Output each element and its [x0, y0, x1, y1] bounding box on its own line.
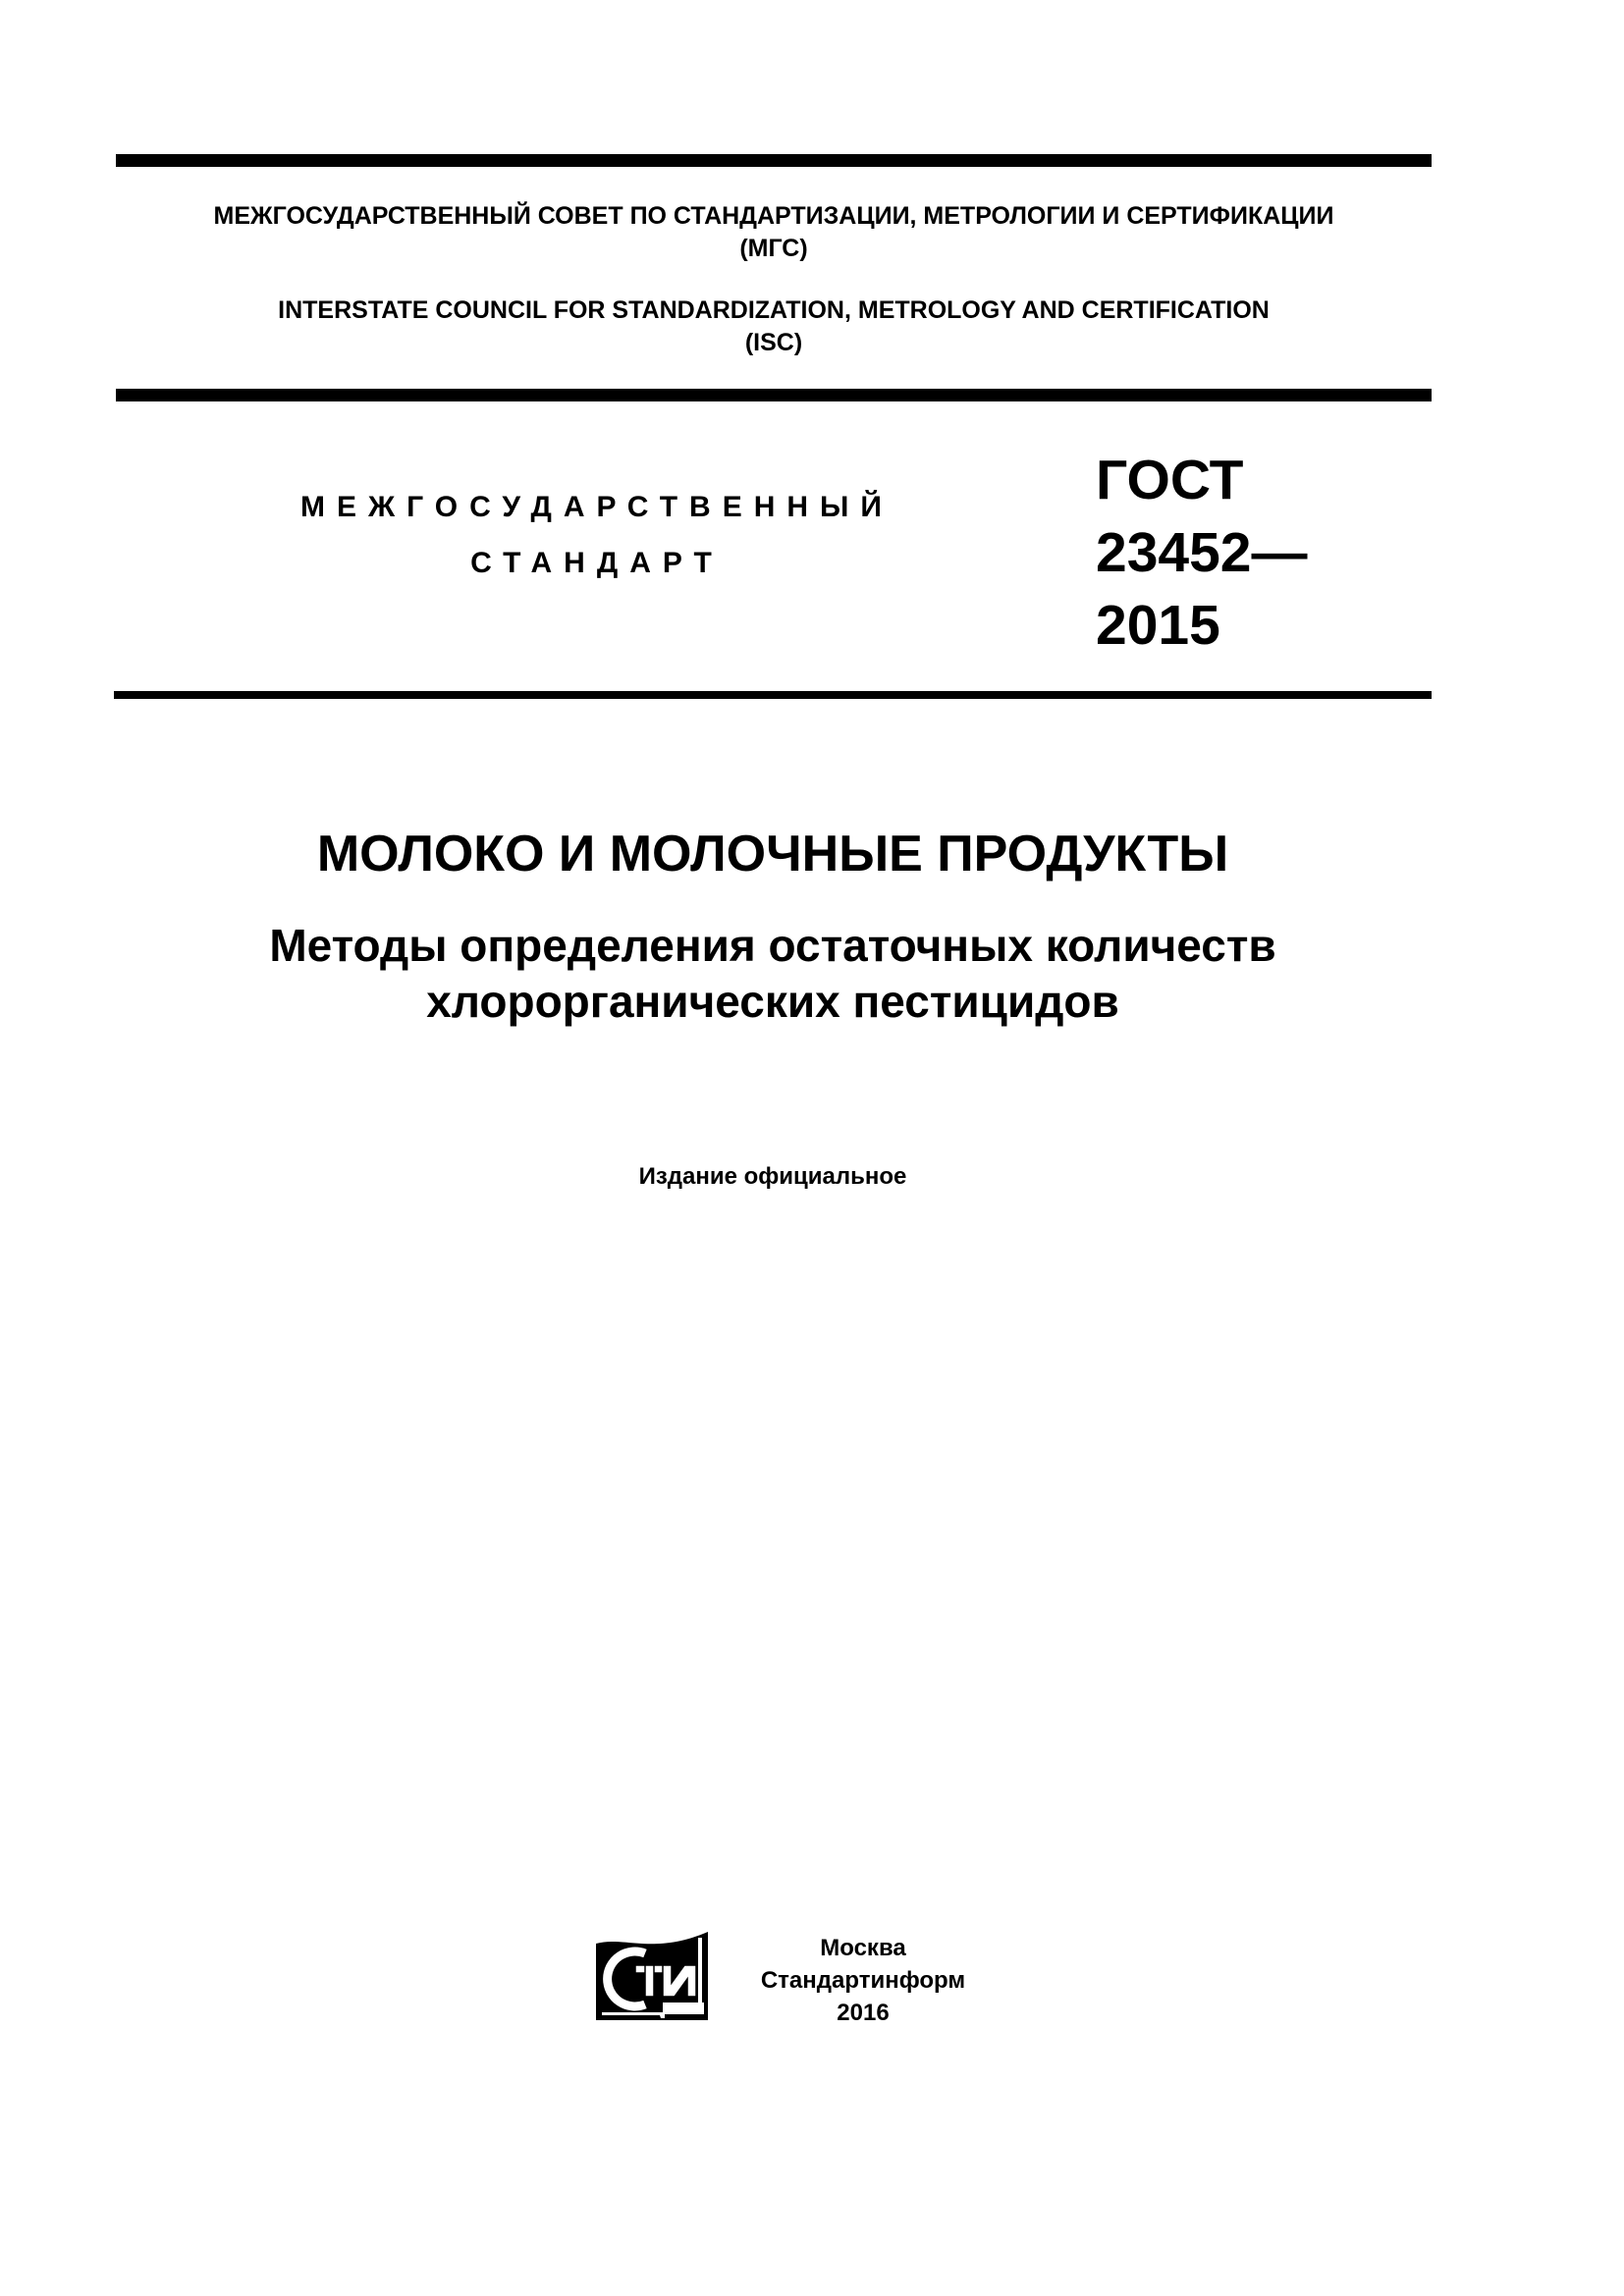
publisher-block [727, 1932, 1000, 2029]
standard-type-line-1: МЕЖГОСУДАРСТВЕННЫЙ [300, 491, 893, 523]
org-abbr-en: (ISC) [744, 329, 803, 356]
publisher-name: Стандартинформ [760, 1967, 966, 1994]
top-rule [116, 154, 1432, 167]
publication-year: 2016 [837, 2000, 890, 2026]
org-name-ru: МЕЖГОСУДАРСТВЕННЫЙ СОВЕТ ПО СТАНДАРТИЗАЦИИ, МЕТРОЛОГИИ И СЕРТИФИКАЦИИ [213, 202, 1334, 230]
org-name-en: INTERSTATE COUNCIL FOR STANDARDIZATION, METROLOGY AND CERTIFICATION [278, 296, 1270, 324]
standard-designation-year: 2015 [1096, 594, 1220, 657]
document-subtitle-line-1: Методы определения остаточных количеств [269, 920, 1276, 971]
bottom-rule [114, 691, 1432, 699]
publisher-city: Москва [820, 1935, 906, 1961]
org-abbr-ru: (МГС) [739, 235, 808, 262]
standartinform-logo-icon [594, 1930, 710, 2024]
document-title: МОЛОКО И МОЛОЧНЫЕ ПРОДУКТЫ [316, 826, 1229, 882]
standard-designation-prefix: ГОСТ [1096, 449, 1244, 511]
edition-label: Издание официальное [638, 1163, 907, 1190]
document-subtitle-line-2: хлорорганических пестицидов [426, 976, 1119, 1027]
standard-type-line-2: СТАНДАРТ [470, 547, 724, 579]
middle-rule [116, 389, 1432, 401]
standard-designation-number: 23452— [1096, 521, 1308, 584]
